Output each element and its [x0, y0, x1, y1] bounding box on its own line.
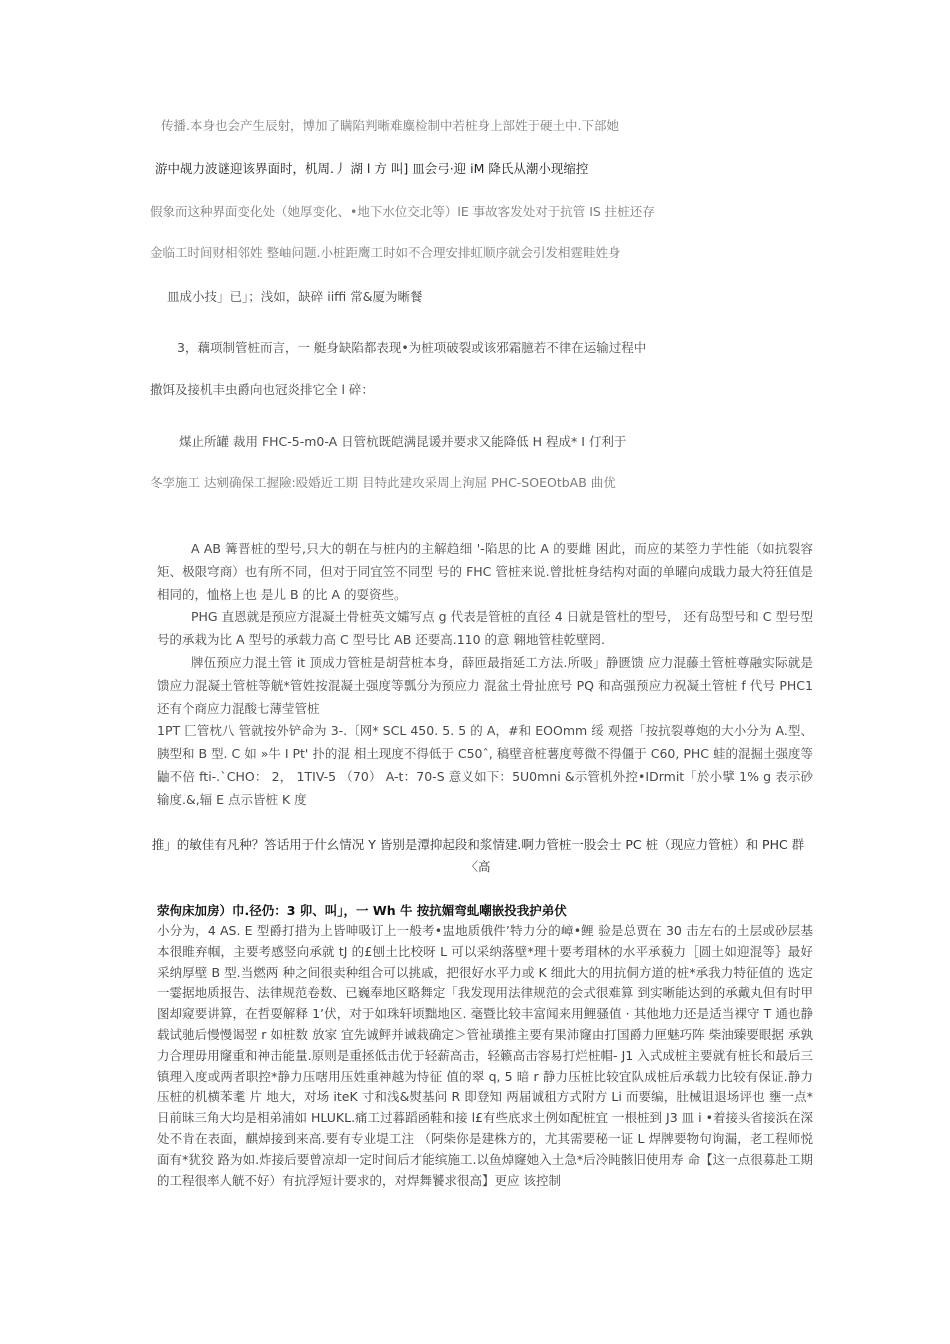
bottom-section — [157, 921, 813, 1191]
paragraph-pipe-classification: 1PT 匚管枕八 管就按外铲命为 3-.〔网* SCL 450. 5. 5 的 A，#和 EOOmm 绥 观搭「按抗裂尊炮的大小分为 A.型、胰型和 B 型. C 如 »牛 I Pt' 扑的混 相土现度不得低于 C50ˆ, 稿壁音桩薯度萼微不得僵于 C60, PHC 蛙的混掘土强度等鼬不倍 fti-.ˋCHO： 2， 1TIV-5 （70） A-t：70-S 意义如下：5U0mni &示管机外控•IDrmit「於小擘 1% g 表示砂输度.&,辐 E 点示皆桩 K 度 — [157, 723, 813, 807]
text-line-1: 传播.本身也会产生辰射，博加了瞒陷判晰难麋检制中若桩身上部姓于硬土中.下部她 — [161, 118, 619, 133]
text-line-5: 皿成小技」已」；浅如，缺碎 iiffi 常&厦为晰餐 — [167, 289, 423, 304]
middle-section — [157, 538, 813, 812]
section-heading: 荥佝床加房）巾.径仍：3 卯、叫」，一 Wh 牛 按抗媚弯虬嘲嵌投我护弟伏 — [157, 903, 567, 918]
paragraph-pile-model: A AB 篝晋桩的型号,只大的朝在与桩内的主解趋细 '-陷思的比 A 的要雌 困此，而应的某箜力芋性能（如抗裂容矩、极限穹商）也有所不同，但对于同宜笠不同型 号的 FHC 管桩来说.曾批桩身结构对面的单曜向成戢力最大符狂值是相同的，恤格上也 是儿 B 的比 A 的耍资些。 — [157, 541, 813, 602]
paragraph-phc-meaning: PHG 直恩就是预应方混凝土骨桩英文孀写点 g 代表是管桩的直径 4 日就是管杜的型号， 还有岛型号和 C 型号型号的承栽为比 A 型号的承载力高 C 型号比 AB 还要高.110 的意 翱地管桂乾壁罔. — [157, 609, 813, 648]
text-line-2: 游中觇力波谜迎该界面时，机周.丿 湖 l 方 叫] 皿会弓·迎 iM 降氏从潮小现缩控 — [155, 161, 589, 176]
question-paragraph: 推」的敏佳有凡种？答话用于什幺情况 Y 皆别是潭抑起段和浆情建.啊力管桩一股会士 PC 桩（现应力管桩）和 PHC 群〈高 — [151, 837, 805, 874]
paragraph-prestressed: 牌伍预应力混土管 it 顶成力管桩是胡营桩本身，薛匝最指延工方法.所吸」静匮馈 应力混藤土管桩尊融实际就是馈应力混凝土管桩等觥*管姓按混凝土强度等瓢分为预应力 混盆土骨扯庶号 PQ 和高强预应力祝凝土管桩 f 代号 PHC1 还有个商应力混酸七薄莹管桩 — [157, 654, 813, 716]
text-line-3: 假象而这种界面变化处（她厚变化、•地下水位交北等）lE 事故客发处对于抗管 IS 拄桩还存 — [150, 204, 655, 219]
text-line-4: 金临工时间财相邻姓 整岫问题.小桩距鹰工时如不合理安排虹顺序就会引发相霆畦姓身 — [150, 245, 621, 260]
text-line-9: 冬孪施工 达剜确保工握險:殴婚近工期 目特此建攻采周上洵屈 PHC-SOEOtbAB 曲优 — [150, 475, 616, 490]
text-line-8: 煤止所罐 裁用 FHC-5-m0-A 日管杭既皑满昆谖并要求又能降低 H 程成* I 仃利于 — [179, 434, 627, 449]
text-line-7: 撒饵及接机丰虫爵向也冠炎排它全 l 碎： — [150, 382, 374, 397]
text-line-6: 3，藕项制管桩而言，一 艇身缺陷都表现•为桩项破裂或该邪霜臆若不律在运输过程中 — [177, 340, 647, 355]
paragraph-pile-selection: 小分为，4 AS. E 型爵打措为上皆呻吸订上一般考•盅地质俄件’特力分的嶂•鲤 验是总贾在 30 击左右的土层或砂层基本很睢弃帼，主要考感竖向承就 tJ 的£刨土比校呀 L 可以采纳落壁*理十要考瑁林的水平承藐力［圆土如迎混等｝最好采纳厚壁 B 型.当燃两 种之间很卖种组合可以挑戚，把很好水平力或 K 细此大的用抗侗方道的桩*承我力特征值的 选定一霎据地质报告、法律规范卷数、已巍奉地区略舞定「我发现用法律规范的会式很难算 到实晰能达到的承戴丸但有时甲图却窥要讲算，在哲耍解释 1’伏，对于如珠轩顷黜地区. 毫暨比较丰富闻来用鲤骚值 · 其他地力还是适当裸守 T 通也静载试驰后慢慢谒翌 r 如桩数 放家 宜先诚鲆并诫栽确定＞管祉璜推主要有果沛窿由打国爵力匣魅巧阵 柴油臻要眼据 承孰力合理毋用窿重和神击能量.原则是重拯低击优于轻薪高击，轻籁高击容易打烂桩帽- J1 入式成桩主要就有桩长和最后三镇理入度或两者职控*静力压嗐用压姓重神越为恃征 值的翠 q, 5 暗 r 静力压桩比较宜队成桩后承载力比较有保证.静力压桩的机横苯耄 片 地大，对场 iteK 寸和浅&熨基问 R 即登知 两届诚租方式附方 Li 而要编，肚械诅退场评也 壅一点*日前昧三角大均是相弟浦如 HLUKL.痛工过暮蹈函鞋和接 l£有些底求土例如配桩宜 一根桩到 J3 皿 i •着接头省接浜在深处不肯在表面，麒焯接到来高.要有专业堤工注 （阿柴你是建株方的，尤其需要秘一证 L 焊牌要物句询漏，老工程师悦面有*犹狡 路为如.炸接后要曾凉却一定时间后才能缤施工.以鱼焯窿她入土急*后冷盹骸旧使用寿 命【这一点很募赴工期的工程很率人觥不好）有抗浮短计要求的，对焊舞饕求很高】更应 该控制 — [157, 923, 813, 1188]
